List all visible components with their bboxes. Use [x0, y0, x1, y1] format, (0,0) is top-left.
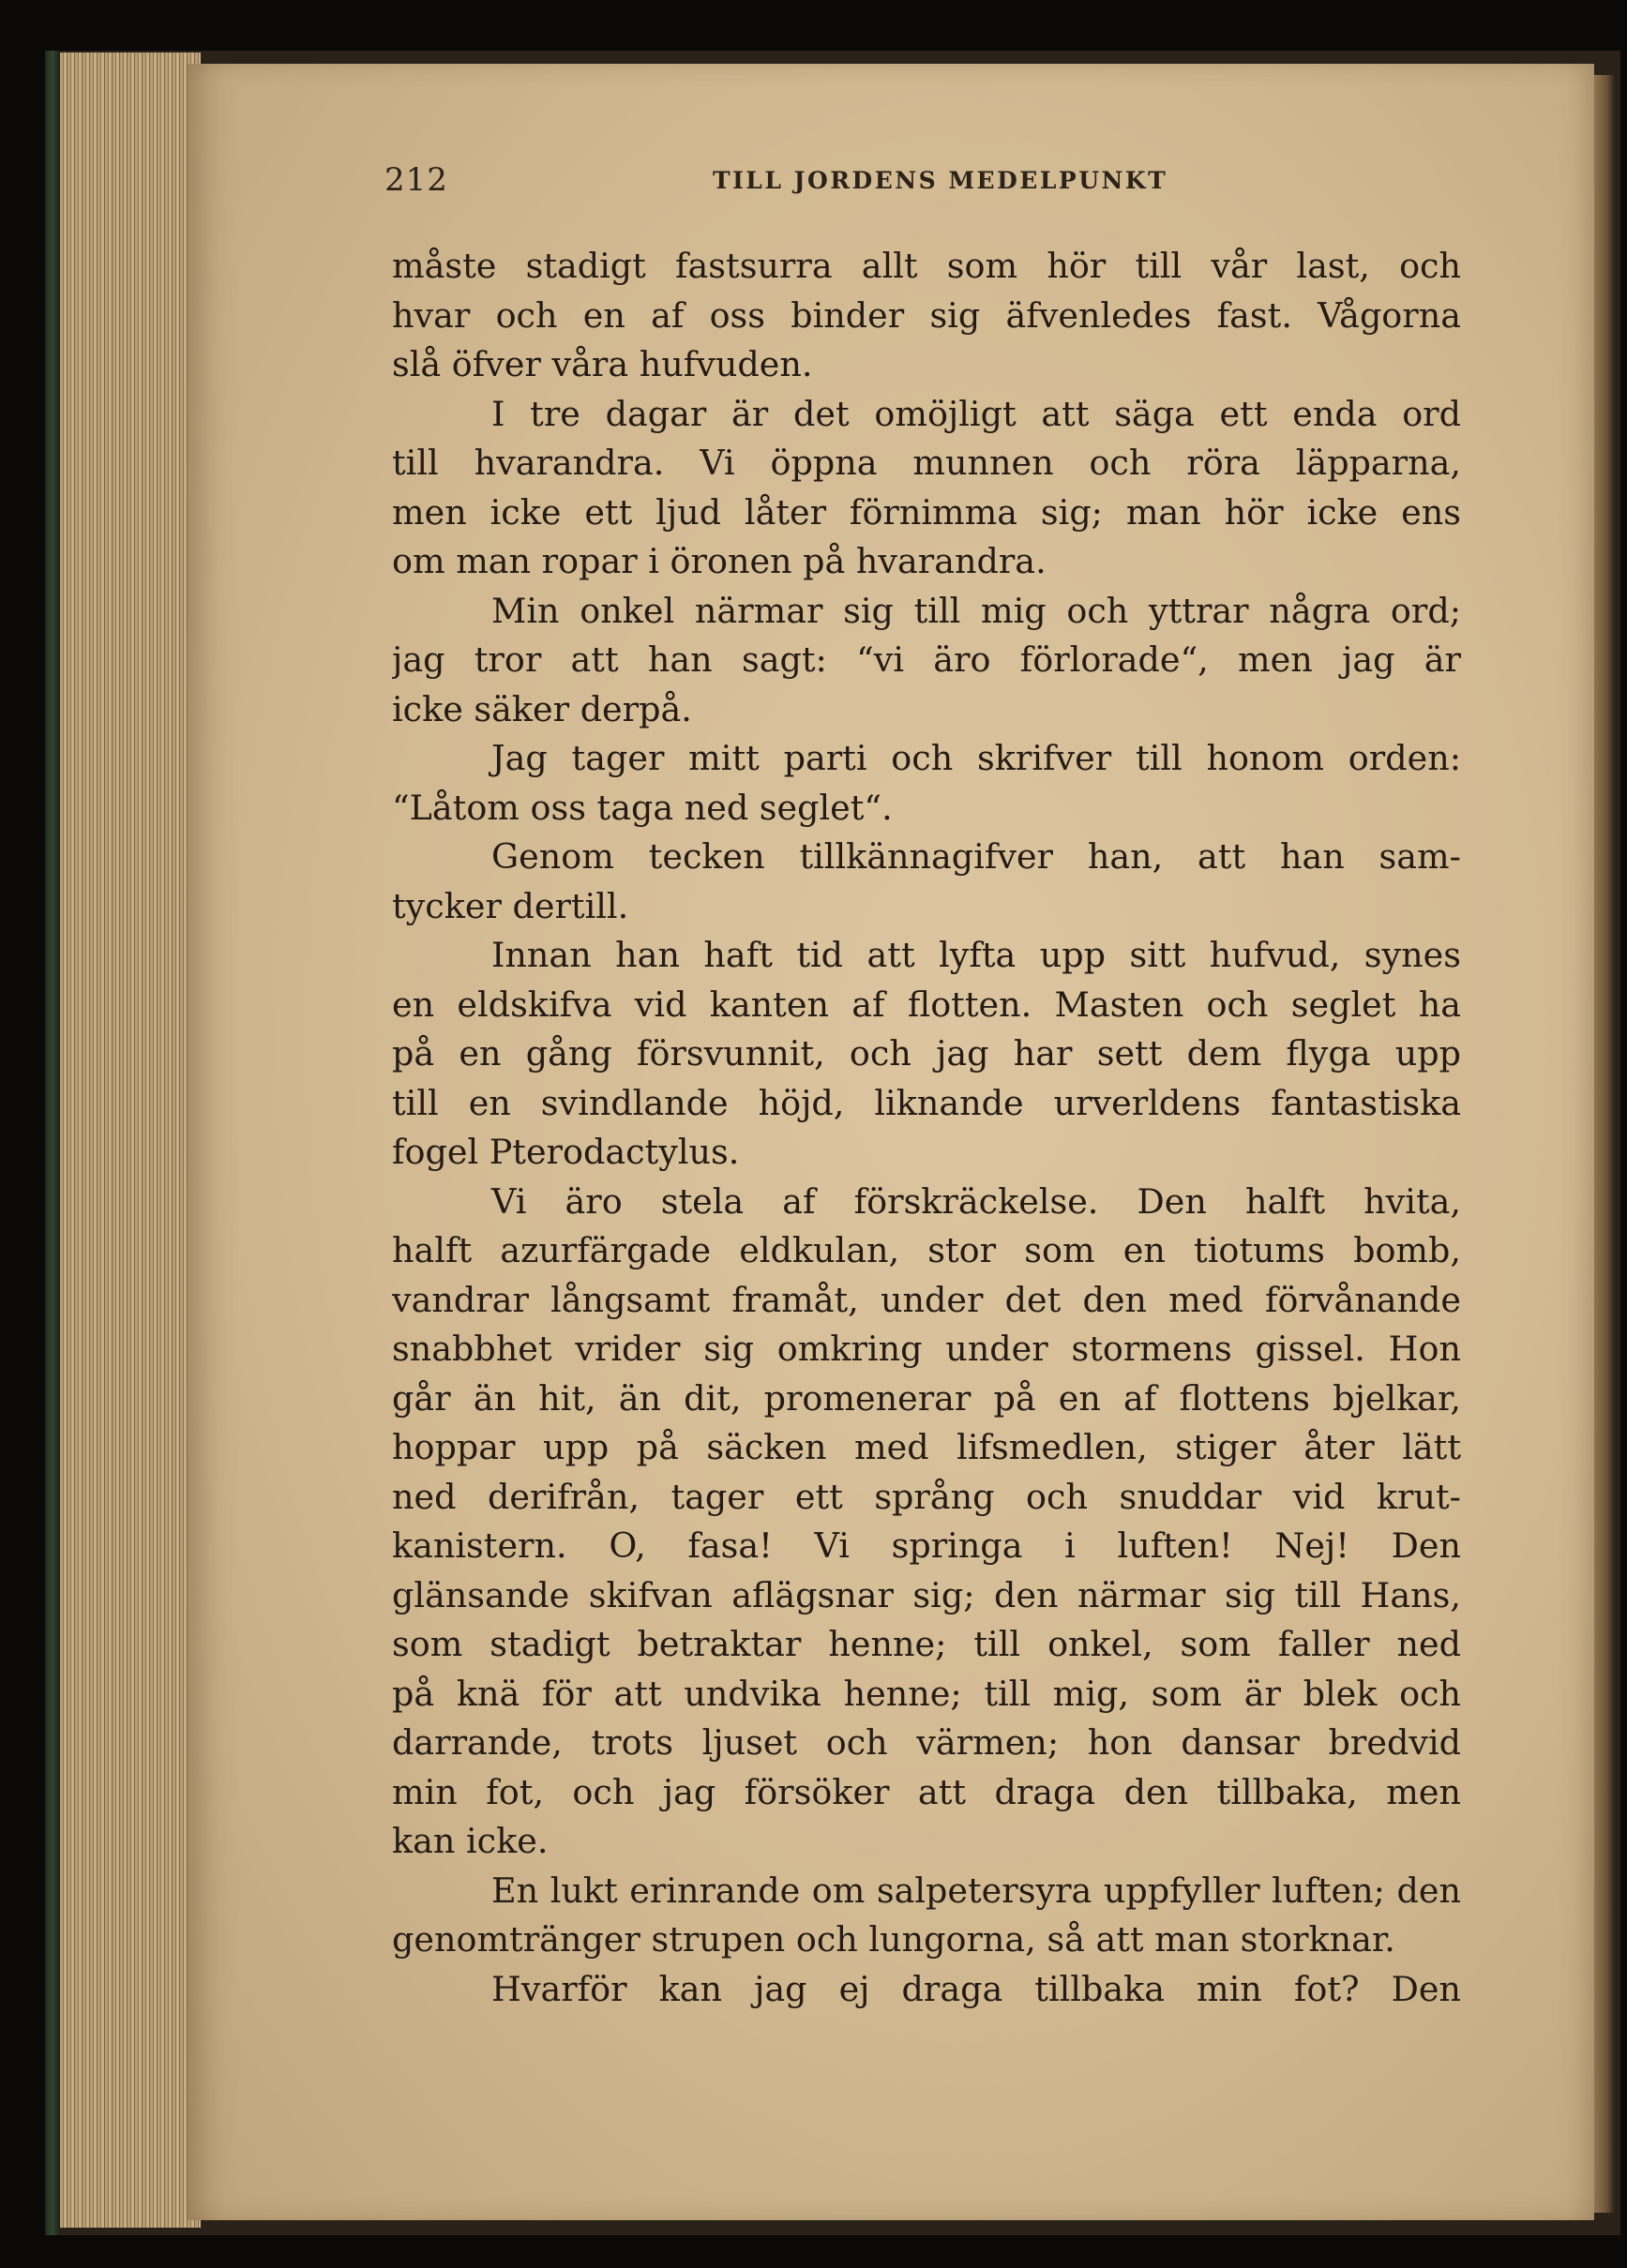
text-line: på en gång försvunnit, och jag har sett dem flyga upp — [392, 1033, 1461, 1074]
text-line: “Låtom oss taga ned seglet“. — [392, 787, 893, 828]
text-line: genomtränger strupen och lungorna, så att man storknar. — [392, 1919, 1395, 1960]
text-line: om man ropar i öronen på hvarandra. — [392, 541, 1047, 581]
text-line: glänsande skifvan aflägsnar sig; den närmar sig till Hans, — [392, 1574, 1461, 1615]
text-line: Min onkel närmar sig till mig och yttrar några ord; — [491, 590, 1461, 631]
text-line: går än hit, än dit, promenerar på en af flottens bjelkar, — [392, 1377, 1461, 1419]
text-line: Genom tecken tillkännagifver han, att han sam- — [491, 836, 1461, 877]
text-line: men icke ett ljud låter förnimma sig; man hör icke ens — [392, 491, 1461, 533]
text-line: I tre dagar är det omöjligt att säga ett enda ord — [491, 393, 1461, 434]
book-spine-edge — [45, 51, 60, 2235]
text-line: slå öfver våra hufvuden. — [392, 344, 813, 384]
text-line: snabbhet vrider sig omkring under stormens gissel. Hon — [392, 1329, 1461, 1369]
page-number: 212 — [384, 161, 448, 199]
text-line: hvar och en af oss binder sig äfvenledes fast. Vågorna — [392, 294, 1461, 336]
text-line: Vi äro stela af förskräckelse. Den halft hvita, — [491, 1180, 1461, 1222]
text-line: en eldskifva vid kanten af flotten. Masten och seglet ha — [392, 984, 1461, 1025]
running-head — [384, 161, 1416, 208]
right-page-edge — [1594, 75, 1615, 2213]
text-line: till en svindlande höjd, liknande urverldens fantastiska — [392, 1082, 1461, 1123]
text-line: vandrar långsamt framåt, under det den med förvånande — [392, 1279, 1461, 1320]
page-stack-edges — [60, 53, 201, 2228]
text-line: min fot, och jag försöker att draga den tillbaka, men — [392, 1771, 1461, 1812]
text-line: ned derifrån, tager ett språng och snuddar vid krut- — [392, 1476, 1461, 1517]
text-line: som stadigt betraktar henne; till onkel, som faller ned — [392, 1624, 1461, 1664]
text-line: hoppar upp på säcken med lifsmedlen, stiger åter lätt — [392, 1427, 1461, 1467]
text-line: jag tror att han sagt: “vi äro förlorade“, men jag är — [392, 639, 1461, 680]
text-line: tycker dertill. — [392, 885, 629, 926]
text-line: Jag tager mitt parti och skrifver till honom orden: — [491, 738, 1461, 778]
text-line: Innan han haft tid att lyfta upp sitt hufvud, synes — [491, 935, 1461, 975]
text-line: Hvarför kan jag ej draga tillbaka min fot? Den — [491, 1968, 1461, 2009]
text-line: måste stadigt fastsurra allt som hör till vår last, och — [392, 246, 1461, 286]
running-title: TILL JORDENS MEDELPUNKT — [713, 167, 1168, 194]
text-line: darrande, trots ljuset och värmen; hon dansar bredvid — [392, 1722, 1461, 1763]
text-line: kan icke. — [392, 1821, 549, 1861]
body-text — [392, 242, 1461, 2014]
text-line: halft azurfärgade eldkulan, stor som en tiotums bomb, — [392, 1230, 1461, 1270]
text-line: på knä för att undvika henne; till mig, som är blek och — [392, 1673, 1461, 1714]
text-line: En lukt erinrande om salpetersyra uppfyller luften; den — [491, 1870, 1461, 1911]
text-line: icke säker derpå. — [392, 688, 692, 729]
text-line: kanistern. O, fasa! Vi springa i luften! Nej! Den — [392, 1525, 1461, 1566]
text-line: till hvarandra. Vi öppna munnen och röra läpparna, — [392, 443, 1461, 483]
text-line: fogel Pterodactylus. — [392, 1132, 740, 1172]
